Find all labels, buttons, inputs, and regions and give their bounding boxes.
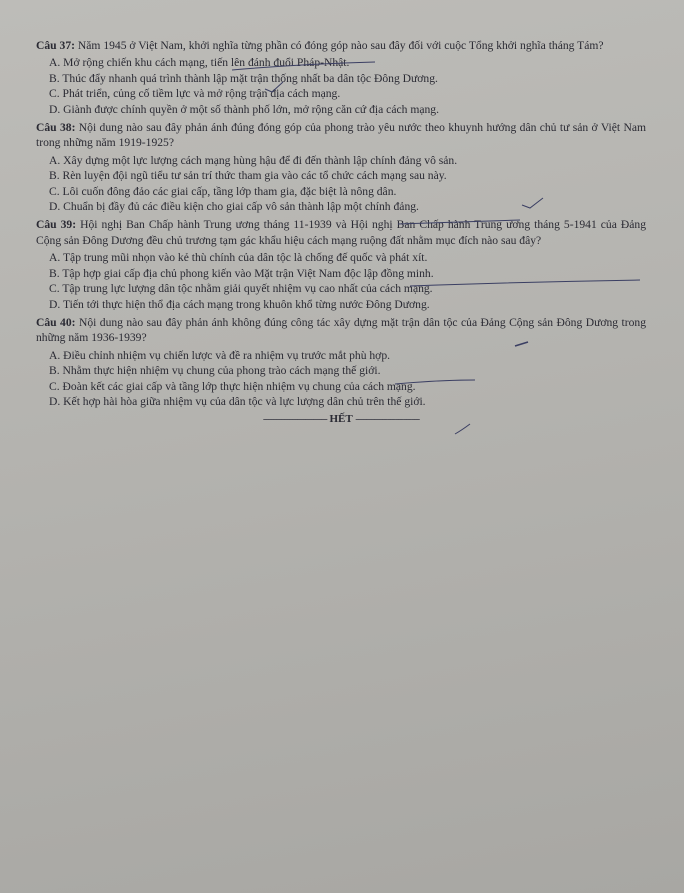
option-d: D. Chuẩn bị đầy đủ các điều kiện cho giai cấp vô sản thành lập một chính đảng.	[49, 200, 419, 214]
question-39	[36, 217, 646, 311]
end-text: HẾT	[329, 413, 353, 426]
exam-content	[36, 38, 646, 428]
question-text: Năm 1945 ở Việt Nam, khởi nghĩa từng phần có đóng góp nào sau đây đối với cuộc Tổng khởi nghĩa tháng Tám?	[74, 39, 604, 52]
question-label: Câu 39:	[36, 218, 77, 232]
option-d: D. Giành được chính quyền ở một số thành phố lớn, mở rộng căn cứ địa cách mạng.	[49, 102, 439, 116]
option-b: B. Nhằm thực hiện nhiệm vụ chung của phong trào cách mạng thế giới.	[49, 364, 381, 378]
option-a: A. Xây dựng một lực lượng cách mạng hùng hậu để đi đến thành lập chính đảng vô sản.	[49, 153, 458, 167]
option-b: B. Rèn luyện đội ngũ tiểu tư sản trí thức tham gia vào các tổ chức cách mạng sau này.	[49, 169, 447, 183]
question-37	[36, 38, 646, 117]
question-text: Nội dung nào sau đây phản ánh không đúng công tác xây dựng mặt trận dân tộc của Đảng Cộng sản Đông Dương trong những năm 1936-1939?	[36, 315, 646, 345]
option-c: C. Tập trung lực lượng dân tộc nhằm giải quyết nhiệm vụ cao nhất của cách mạng.	[49, 282, 433, 296]
option-a: A. Tập trung mũi nhọn vào kẻ thù chính của dân tộc là chống đế quốc và phát xít.	[49, 251, 428, 265]
end-marker	[36, 412, 646, 427]
question-stem	[36, 38, 646, 53]
question-40	[36, 315, 646, 409]
option-b: B. Tập hợp giai cấp địa chủ phong kiến vào Mặt trận Việt Nam độc lập đồng minh.	[49, 266, 434, 280]
option-d: D. Tiến tới thực hiện thổ địa cách mạng trong khuôn khổ từng nước Đông Dương.	[49, 297, 430, 311]
end-dashes-left: ------------------------	[262, 413, 327, 426]
question-stem	[36, 217, 646, 248]
option-c: C. Lôi cuốn đông đảo các giai cấp, tầng lớp tham gia, đặc biệt là nông dân.	[49, 184, 397, 198]
option-a: A. Mở rộng chiến khu cách mạng, tiến lên đánh đuổi Pháp-Nhật.	[49, 56, 350, 70]
question-stem	[36, 120, 646, 151]
question-text: Nội dung nào sau đây phản ánh đúng đóng góp của phong trào yêu nước theo khuynh hướng dân chủ tư sản ở Việt Nam trong những năm 1919-1925?	[36, 121, 646, 150]
option-d: D. Kết hợp hài hòa giữa nhiệm vụ của dân tộc và lực lượng dân chủ trên thế giới.	[49, 394, 426, 408]
end-dashes-right: ------------------------	[355, 413, 420, 426]
question-38	[36, 120, 646, 214]
question-label: Câu 38:	[36, 121, 76, 135]
option-a: A. Điều chỉnh nhiệm vụ chiến lược và đề ra nhiệm vụ trước mắt phù hợp.	[49, 348, 391, 362]
option-c: C. Phát triển, củng cố tiềm lực và mở rộng trận địa cách mạng.	[49, 87, 341, 101]
question-text: Hội nghị Ban Chấp hành Trung ương tháng 11-1939 và Hội nghị Ban Chấp hành Trung ương tháng 5-1941 của Đảng Cộng sản Đông Dương đều chủ trương tạm gác khẩu hiệu cách mạng ruộng đất nhằm mục đích nào sau đây?	[36, 218, 646, 247]
question-stem	[36, 315, 646, 346]
option-b: B. Thúc đẩy nhanh quá trình thành lập mặt trận thống nhất ba dân tộc Đông Dương.	[49, 71, 438, 85]
question-label: Câu 37:	[36, 39, 75, 52]
question-label: Câu 40:	[36, 315, 76, 329]
option-c: C. Đoàn kết các giai cấp và tầng lớp thực hiện nhiệm vụ chung của cách mạng.	[49, 379, 416, 393]
